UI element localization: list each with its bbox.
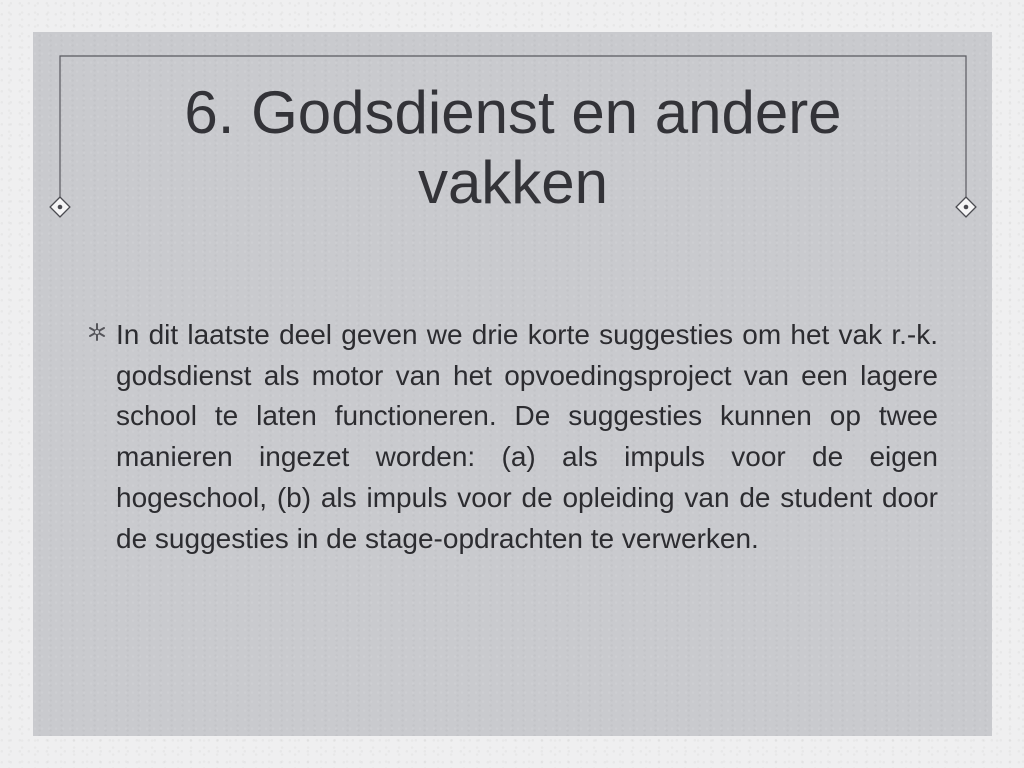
slide-canvas: [33, 32, 992, 736]
bullet-text: In dit laatste deel geven we drie korte suggesties om het vak r.-k. godsdienst als motor van het opvoedingsproject van een lagere school te laten functioneren. De suggesties kunnen op twee manieren ingezet worden: (a) als impuls voor de eigen hogeschool, (b) als impuls voor de opleiding van de student door de suggesties in de stage-opdrachten te verwerken.: [116, 319, 938, 554]
bullet-item: [85, 315, 938, 559]
left-diamond-ornament-icon: [50, 197, 70, 217]
slide-title: 6. Godsdienst en andere vakken: [184, 79, 842, 216]
right-diamond-ornament-icon: [956, 197, 976, 217]
asterisk-bullet-icon: [85, 320, 109, 344]
bullet-list: [85, 315, 938, 559]
